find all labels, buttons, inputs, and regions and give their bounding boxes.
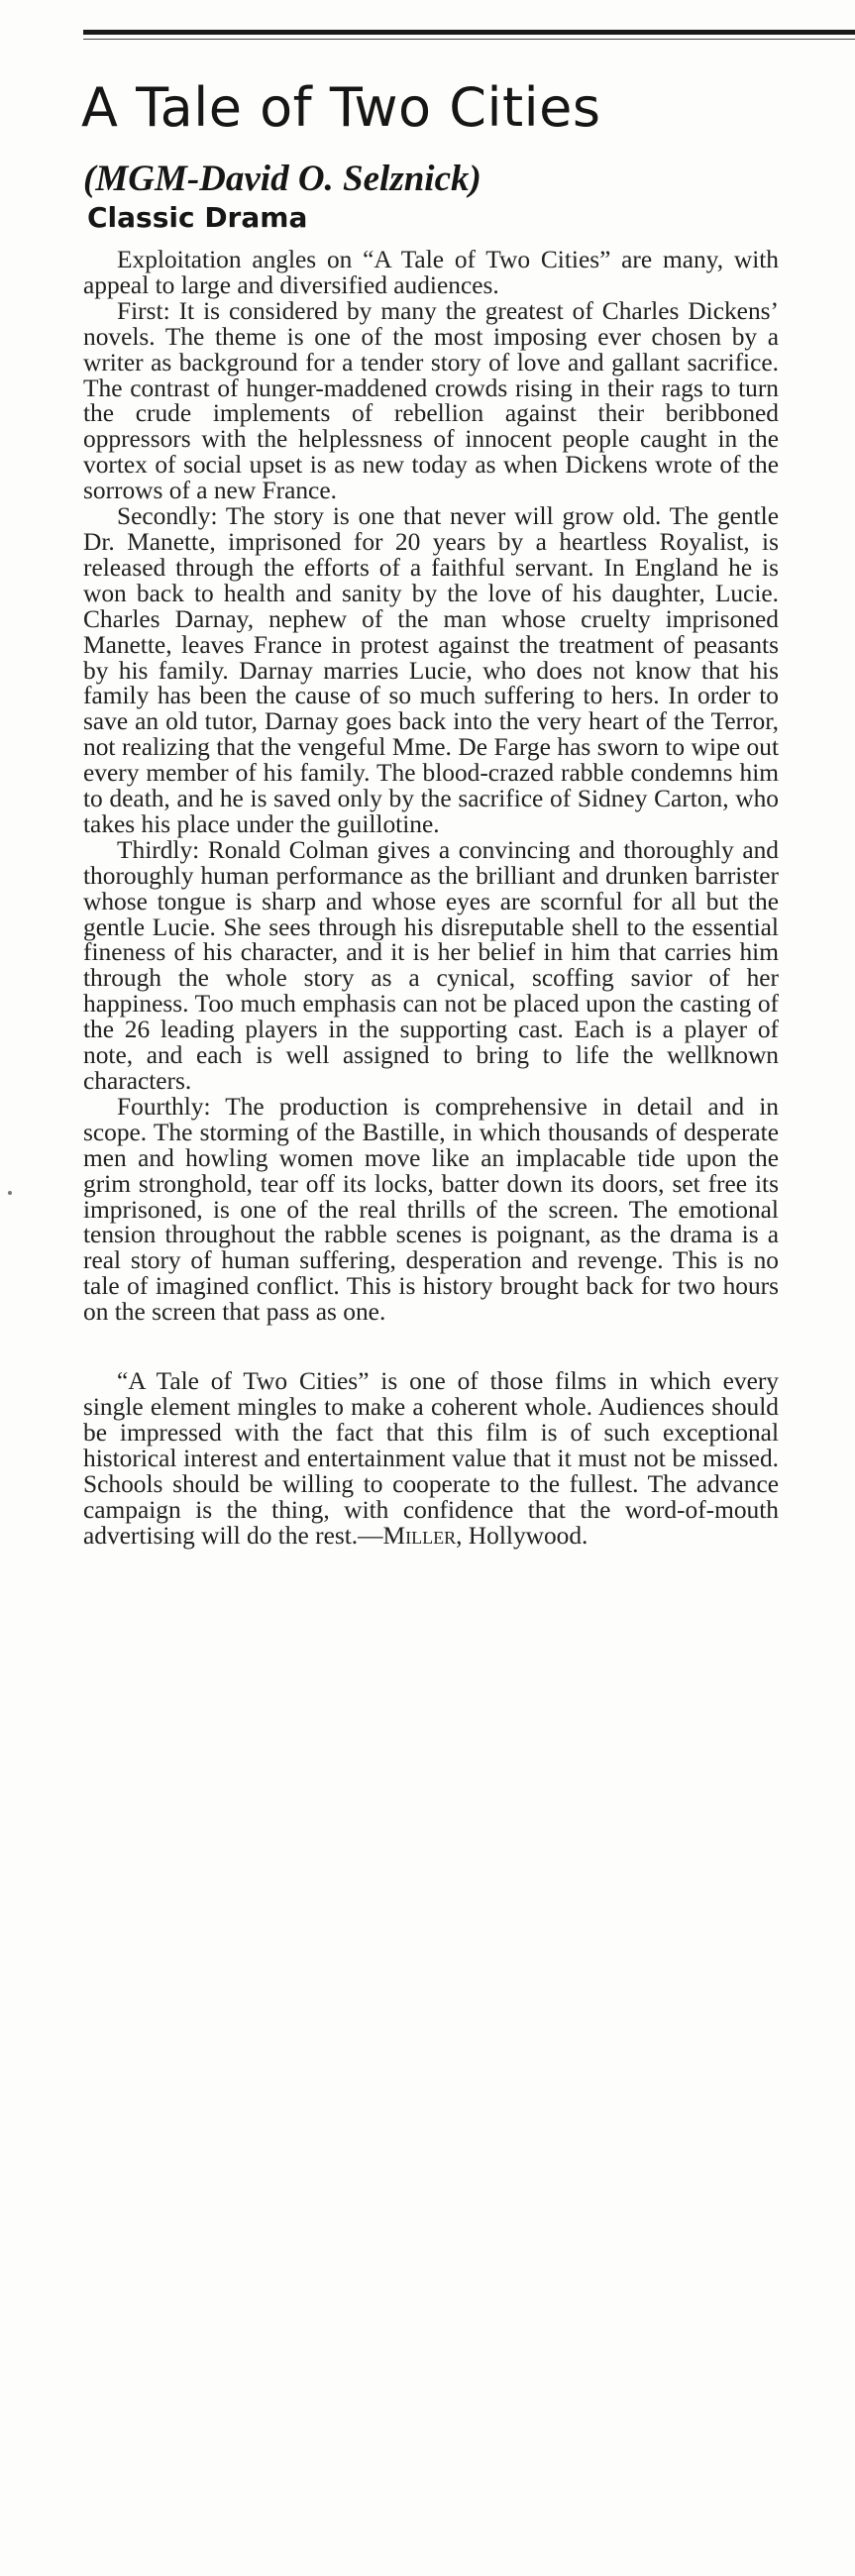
article-title: A Tale of Two Cities	[81, 76, 601, 139]
closing-text: “A Tale of Two Cities” is one of those films in which every single element mingles to make a coherent whole. Audiences should be impressed with the fact that this film is of such exceptional historical interest and entertainment value that it must not be missed. Schools should be willing to cooperate to the fullest. The advance campaign is the thing, with confidence that the word-of-mouth advertising will do the rest.—	[83, 1367, 779, 1550]
print-speck	[8, 1191, 12, 1195]
paragraph-intro: Exploitation angles on “A Tale of Two Cities” are many, with appeal to large and diversified audiences.	[83, 246, 779, 299]
reviewer-name: Miller,	[382, 1521, 463, 1550]
paragraph-fourthly: Fourthly: The production is comprehensive in detail and in scope. The storming of the Bastille, in which thousands of desperate men and howling women move like an implacable tide upon the grim stronghold, tear off its locks, batter down its doors, set free its imprisoned, is one of the real thrills of the screen. The emotional tension throughout the rabble scenes is poignant, as the drama is a real story of human suffering, desperation and revenge. This is no tale of imagined conflict. This is history brought back for two hours on the screen that pass as one.	[83, 1092, 779, 1327]
paragraph-thirdly: Thirdly: Ronald Colman gives a convincing and thoroughly and thoroughly human performance as the brilliant and drunken barrister whose tongue is sharp and whose eyes are scornful for all but the gentle Lucie. She sees through his disreputable shell to the essential fineness of his character, and it is her belief in him that carries him through the whole story as a cynical, scoffing savior of her happiness. Too much emphasis can not be placed upon the casting of the 26 leading players in the supporting cast. Each is a player of note, and each is well assigned to bring to life the wellknown characters.	[83, 835, 779, 1095]
top-rule-thin	[83, 39, 855, 40]
reviewer-location: Hollywood.	[462, 1521, 588, 1550]
paragraph-secondly: Secondly: The story is one that never will grow old. The gentle Dr. Manette, imprisoned for 20 years by a heartless Royalist, is released through the efforts of a faithful servant. In England he is won back to health and sanity by the love of his daughter, Lucie. Charles Darnay, nephew of the man whose cruelty imprisoned Manette, leaves France in protest against the treatment of peasants by his family. Darnay marries Lucie, who does not know that his family has been the cause of so much suffering to hers. In order to save an old tutor, Darnay goes back into the very heart of the Terror, not realizing that the vengeful Mme. De Farge has sworn to wipe out every member of his family. The blood-crazed rabble condemns him to death, and he is saved only by the sacrifice of Sidney Carton, who takes his place under the guillotine.	[83, 502, 779, 838]
top-rule	[83, 30, 855, 35]
article-body	[83, 248, 779, 1549]
paragraph-closing	[83, 1369, 779, 1549]
genre-label: Classic Drama	[87, 201, 308, 234]
studio-credit: (MGM-David O. Selznick)	[83, 159, 481, 199]
paragraph-first: First: It is considered by many the greatest of Charles Dickens’ novels. The theme is one of the most imposing ever chosen by a writer as background for a tender story of love and gallant sacrifice. The contrast of hunger-maddened crowds rising in their rags to turn the crude implements of rebellion against their beribboned oppressors with the helplessness of innocent people caught in the vortex of social upset is as new today as when Dickens wrote of the sorrows of a new France.	[83, 296, 779, 505]
